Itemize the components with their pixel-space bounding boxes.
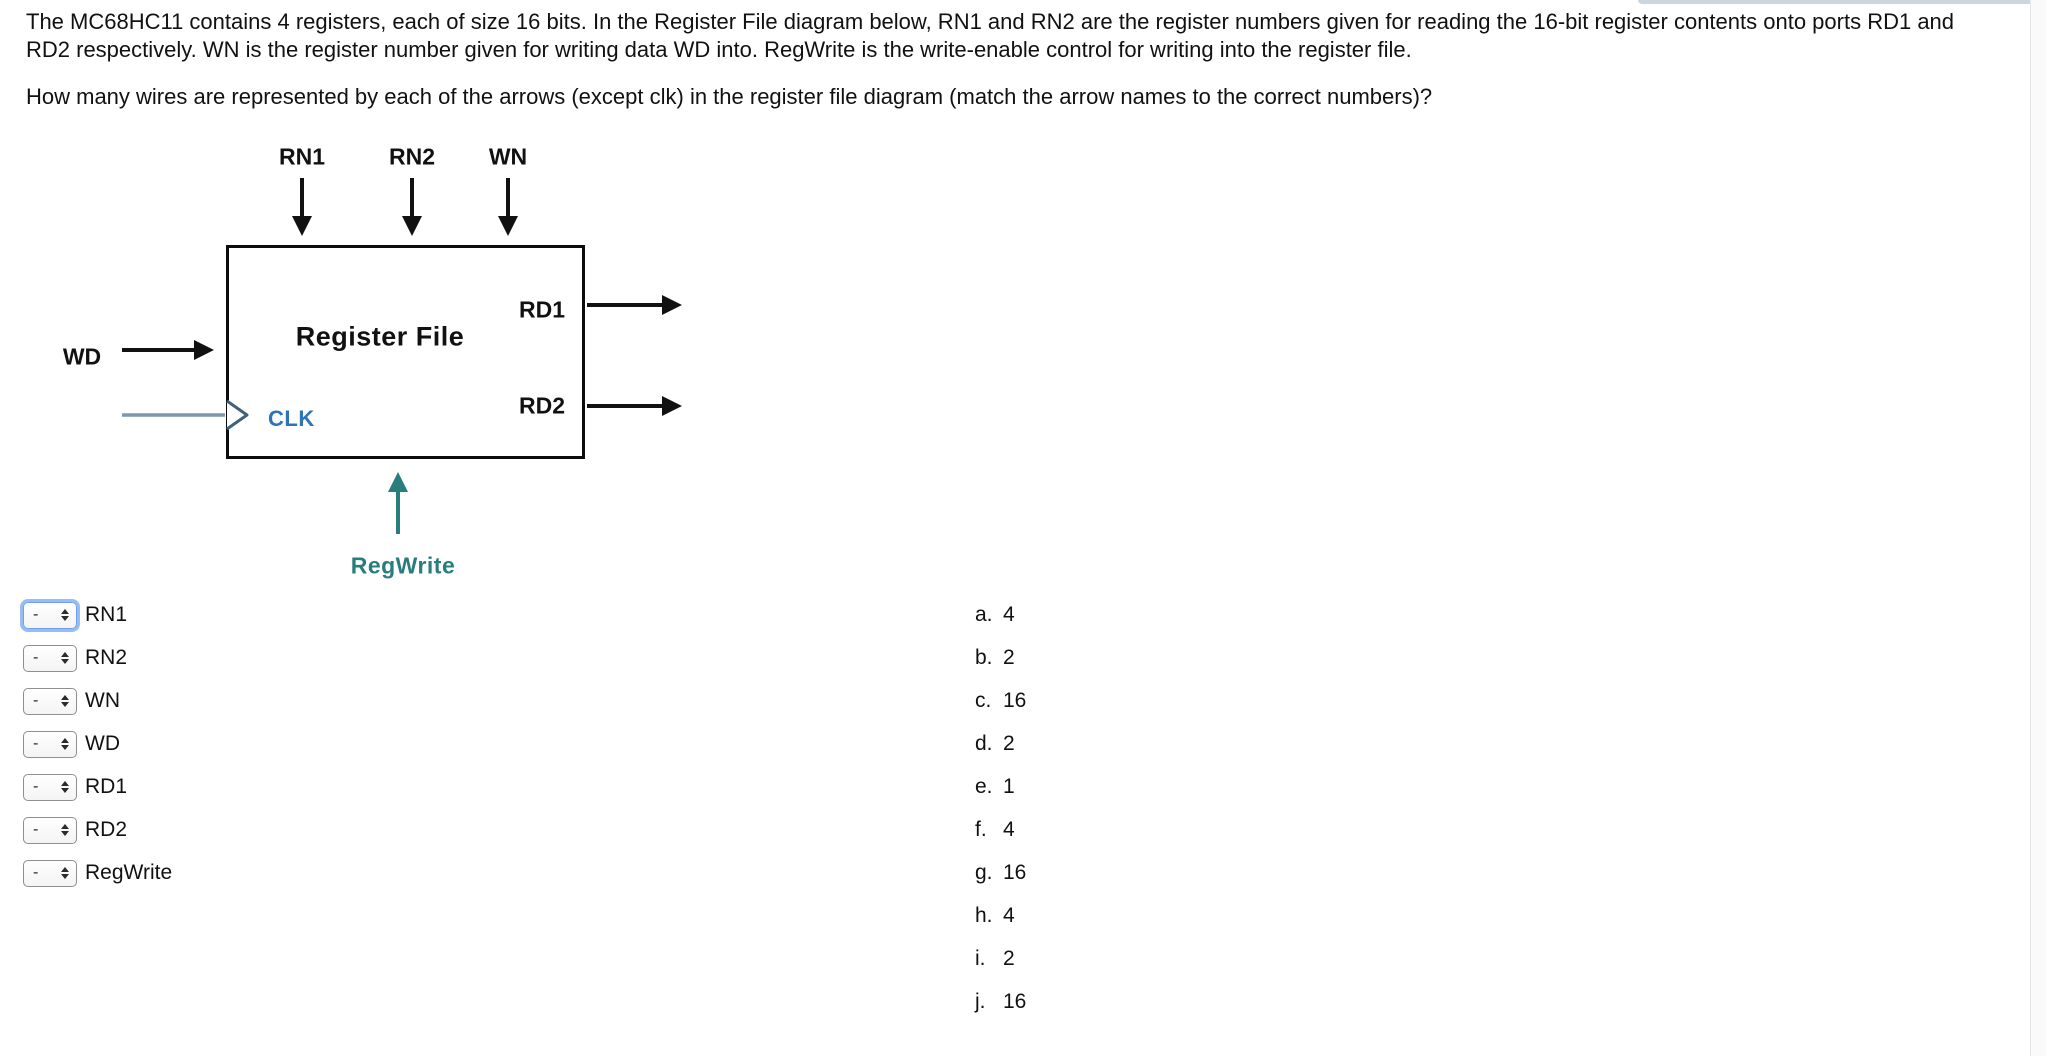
stepper-icon xyxy=(57,867,73,879)
answer-letter: h. xyxy=(975,904,993,927)
answer-value: 1 xyxy=(1003,775,1015,798)
match-row-rd1 xyxy=(23,773,172,801)
match-label-rd2: RD2 xyxy=(85,818,128,841)
answer-letter: g. xyxy=(975,861,993,884)
match-label-rd1: RD1 xyxy=(85,775,128,798)
answer-value: 4 xyxy=(1003,603,1015,626)
answer-option-j xyxy=(975,988,1026,1016)
match-select-rd1[interactable] xyxy=(23,774,77,801)
match-select-rn2-value: - xyxy=(33,649,39,666)
stepper-icon xyxy=(57,781,73,793)
match-row-wn xyxy=(23,687,172,715)
answer-letter: c. xyxy=(975,689,992,712)
answer-letter: e. xyxy=(975,775,993,798)
match-select-wn[interactable] xyxy=(23,688,77,715)
match-label-wn: WN xyxy=(85,689,120,712)
rn2-label: RN2 xyxy=(388,143,436,170)
matching-list xyxy=(23,601,172,887)
match-row-wd xyxy=(23,730,172,758)
match-select-rd2[interactable] xyxy=(23,817,77,844)
answer-value: 4 xyxy=(1003,818,1015,841)
match-row-rd2 xyxy=(23,816,172,844)
answer-option-b xyxy=(975,644,1026,672)
answer-option-e xyxy=(975,773,1026,801)
match-select-regwrite[interactable] xyxy=(23,860,77,887)
answer-option-g xyxy=(975,859,1026,887)
match-select-rn1[interactable] xyxy=(23,602,77,629)
match-select-rd2-value: - xyxy=(33,821,39,838)
vertical-scrollbar[interactable] xyxy=(2030,0,2046,1056)
match-label-regwrite: RegWrite xyxy=(85,861,173,884)
wd-label: WD xyxy=(62,343,102,370)
match-select-rd1-value: - xyxy=(33,778,39,795)
match-select-rn1-value: - xyxy=(33,606,39,623)
answer-option-h xyxy=(975,902,1026,930)
match-select-rn2[interactable] xyxy=(23,645,77,672)
match-select-wd-value: - xyxy=(33,735,39,752)
match-label-wd: WD xyxy=(85,732,120,755)
match-row-rn2 xyxy=(23,644,172,672)
register-file-diagram xyxy=(0,0,760,600)
register-file-title: Register File xyxy=(295,321,465,352)
rn1-label: RN1 xyxy=(278,143,326,170)
clipped-panel-edge xyxy=(1638,0,2034,4)
stepper-icon xyxy=(57,609,73,621)
rd1-label: RD1 xyxy=(518,296,565,323)
answer-value: 16 xyxy=(1003,990,1027,1013)
question-intro: The MC68HC11 contains 4 registers, each of size 16 bits. In the Register File diagram below, RN1 and RN2 are the register numbers given for reading the 16-bit register contents onto ports RD1 and RD2 respectively. WN is the register number given for writing data WD into. RegWrite is the write-enable control for writing into the register file. xyxy=(26,9,1955,62)
question-prompt: How many wires are represented by each of the arrows (except clk) in the register file diagram (match the arrow names to the correct numbers)? xyxy=(26,84,1433,109)
answer-option-i xyxy=(975,945,1026,973)
answer-letter: b. xyxy=(975,646,993,669)
answer-value: 2 xyxy=(1003,732,1015,755)
match-select-wn-value: - xyxy=(33,692,39,709)
match-label-rn2: RN2 xyxy=(85,646,128,669)
stepper-icon xyxy=(57,738,73,750)
match-select-wd[interactable] xyxy=(23,731,77,758)
answer-letter: f. xyxy=(975,818,987,841)
match-row-rn1 xyxy=(23,601,172,629)
match-row-regwrite xyxy=(23,859,172,887)
answer-letter: i. xyxy=(975,947,986,970)
stepper-icon xyxy=(57,652,73,664)
answer-value: 16 xyxy=(1003,689,1027,712)
wn-label: WN xyxy=(488,143,528,170)
answer-value: 2 xyxy=(1003,947,1015,970)
clk-label: CLK xyxy=(268,406,315,431)
answer-options xyxy=(975,601,1026,1016)
answer-value: 16 xyxy=(1003,861,1027,884)
rd2-label: RD2 xyxy=(518,392,565,419)
regwrite-label: RegWrite xyxy=(350,552,456,579)
answer-option-d xyxy=(975,730,1026,758)
answer-value: 4 xyxy=(1003,904,1015,927)
answer-value: 2 xyxy=(1003,646,1015,669)
answer-letter: j. xyxy=(975,990,986,1013)
answer-letter: a. xyxy=(975,603,993,626)
answer-letter: d. xyxy=(975,732,993,755)
stepper-icon xyxy=(57,695,73,707)
answer-option-c xyxy=(975,687,1026,715)
match-select-regwrite-value: - xyxy=(33,864,39,881)
match-label-rn1: RN1 xyxy=(85,603,128,626)
answer-option-f xyxy=(975,816,1026,844)
clk-edge-triangle-icon xyxy=(227,401,247,429)
answer-option-a xyxy=(975,601,1026,629)
stepper-icon xyxy=(57,824,73,836)
